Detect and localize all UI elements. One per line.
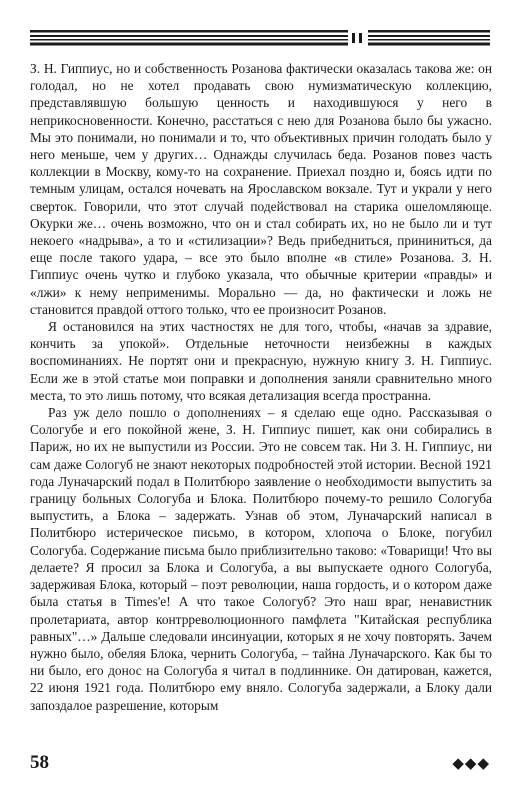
paragraph-2: Я остановился на этих частностях не для того, чтобы, «начав за здравие, кончить за упокой». Отдельные неточности неизбежны в каждых воспоминаниях. Не портят они и прекрасную, нужную книгу З. Н. Гиппиус. Если же в этой статье мои поправки и дополнения заняли сравнительно много места, то это лишь потому, что всякая детализация всегда пространна. — [30, 319, 492, 403]
diamond-ornament-icon: ◆◆◆ — [452, 755, 490, 772]
body-text — [30, 60, 492, 714]
page-number: 58 — [30, 752, 49, 773]
paragraph-1: З. Н. Гиппиус, но и собственность Розанова фактически оказалась такова же: он голодал, но не хотел продавать свою нумизматическую коллекцию, представлявшую большую ценность и находившуюся у него в неприкосновенности. Конечно, расстаться с нею для Розанова было бы ужасно. Мы это понимали, но понимали и то, что объективных причин голодать было у него меньше, чем у других… Однажды случилась беда. Розанов повез часть коллекции в Москву, кому-то на сохранение. Приехал поздно и, боясь идти по темным улицам, остался ночевать на Ярославском вокзале. Тут и украли у него сверток. Говорили, что этот случай подействовал на старика ошеломляюще. Окурки же… очень возможно, что он и стал собирать их, но не было ли и тут некоего «надрыва», а то и «стилизации»? Ведь прибедниться, прининиться, да еще после такого удара, – все это было вполне «в стиле» Розанова. З. Н. Гиппиус очень чутко и глубоко указала, что обычные критерии «правды» и «лжи» к нему неприменимы. Морально — да, но фактически и ложь не становится правдой оттого только, что ее произносит Розанов. — [30, 61, 492, 317]
page-footer — [30, 752, 490, 774]
header-rule-icon — [30, 30, 490, 46]
paragraph-3: Раз уж дело пошло о дополнениях – я сделаю еще одно. Рассказывая о Сологубе и его покойной жене, З. Н. Гиппиус пишет, как они собирались в Париж, но их не выпустили из России. Это не совсем так. Ни З. Н. Гиппиус, ни сам даже Сологуб не знают некоторых подробностей этой истории. Весной 1921 года Луначарский подал в Политбюро заявление о необходимости выпустить за границу больных Сологуба и Блока. Политбюро почему-то решило Сологуба выпустить, а Блока – задержать. Узнав об этом, Луначарский написал в Политбюро истерическое письмо, в котором, хлопоча о Блоке, погубил Сологуба. Содержание письма было приблизительно таково: «Товарищи! Что вы делаете? Я просил за Блока и Сологуба, а вы выпускаете одного Сологуба, задерживая Блока, который – поэт революции, наша гордость, и о котором даже была статья в Times'е! А что такое Сологуб? Это наш враг, ненавистник пролетариата, автор контрреволюционного памфлета "Китайская республика равных"…» Дальше следовали инсинуации, которых я не хочу повторять. Зачем нужно было, обеляя Блока, чернить Сологуба, – тайна Луначарского. Как бы то ни было, его донос на Сологуба я читал в подлиннике. Он датирован, кажется, 22 июня 1921 года. Политбюро ему вняло. Сологуба задержали, а Блоку дали запоздалое разрешение, которым — [30, 405, 493, 713]
